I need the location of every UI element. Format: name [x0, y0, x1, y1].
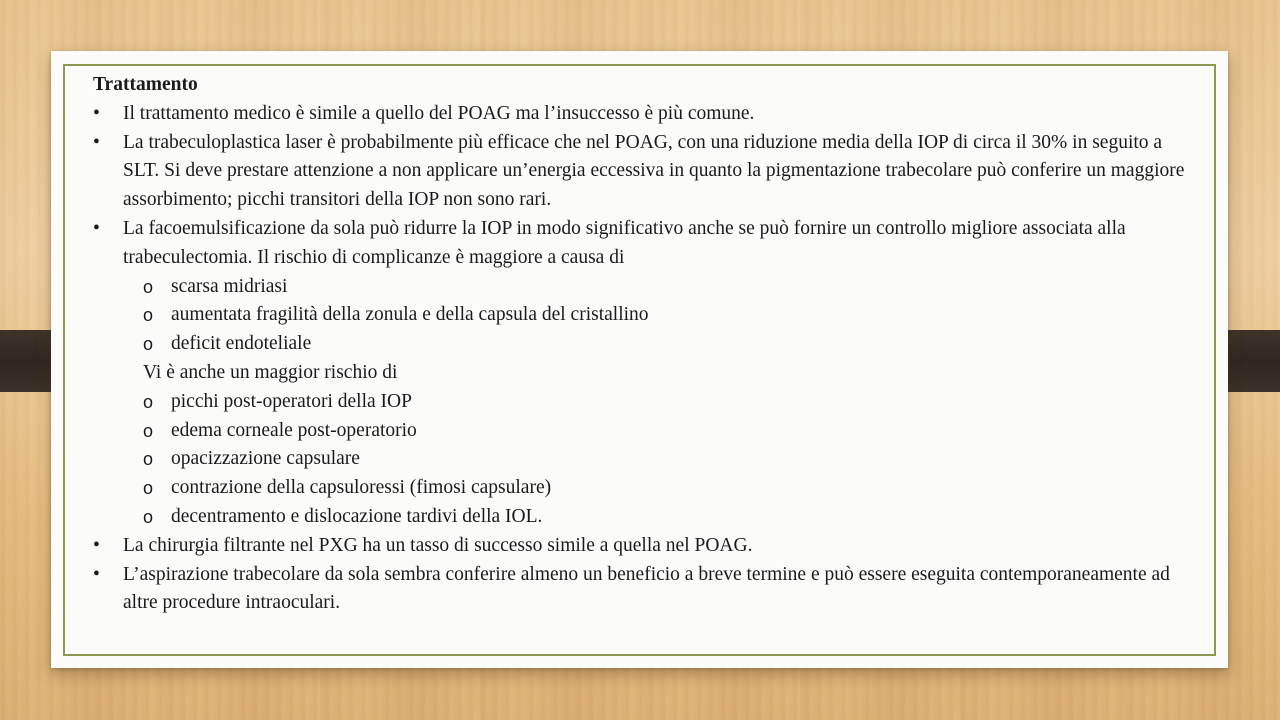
bullet-text: Il trattamento medico è simile a quello del POAG ma l’insuccesso è più comune. [123, 102, 755, 124]
bullet-marker: • [93, 102, 100, 124]
sub-bullet-item [93, 445, 1193, 474]
sub-bullet-text: scarsa midriasi [171, 275, 288, 297]
bullet-text: L’aspirazione trabecolare da sola sembra conferire almeno un beneficio a breve termine e può essere eseguita contemporaneamente ad altre procedure intraoculari. [123, 563, 1170, 614]
bullet-marker: • [93, 131, 100, 153]
sub-bullet-item [93, 273, 1193, 302]
sub-bullet-marker: o [143, 276, 154, 297]
sub-bullet-text: contrazione della capsuloressi (fimosi capsulare) [171, 477, 552, 499]
sub-bullet-item [93, 330, 1193, 359]
bullet-text: La chirurgia filtrante nel PXG ha un tasso di successo simile a quella nel POAG. [123, 534, 753, 556]
slide-heading: Trattamento [93, 74, 198, 95]
sub-bullet-marker: o [143, 478, 154, 499]
sub-bullet-item [93, 301, 1193, 330]
slide-content [93, 71, 1193, 618]
sub-bullet-marker: o [143, 334, 154, 355]
bullet-marker: • [93, 563, 100, 585]
sub-bullet-marker: o [143, 506, 154, 527]
sub-bullet-marker: o [143, 391, 154, 412]
sub-bullet-text: aumentata fragilità della zonula e della capsula del cristallino [171, 304, 649, 326]
sub-bullet-text: opacizzazione capsulare [171, 448, 360, 470]
bullet-item [93, 532, 1193, 561]
sub-bullet-text: decentramento e dislocazione tardivi della IOL. [171, 505, 543, 527]
bullet-marker: • [93, 534, 100, 556]
bullet-item [93, 129, 1193, 215]
sub-bullet-text: deficit endoteliale [171, 333, 312, 355]
bullet-marker: • [93, 217, 100, 239]
sub-bullet-text: picchi post-operatori della IOP [171, 390, 412, 412]
sub-bullet-text: edema corneale post-operatorio [171, 419, 417, 441]
bullet-text: La trabeculoplastica laser è probabilmente più efficace che nel POAG, con una riduzione media della IOP di circa il 30% in seguito a SLT. Si deve prestare attenzione a non applicare un’energia eccessiva in quanto la pigmentazione trabecolare può conferire un maggiore assorbimento; picchi transitori della IOP non sono rari. [123, 131, 1185, 211]
bullet-item [93, 100, 1193, 129]
sub-bullet-item [93, 503, 1193, 532]
bullet-text: La facoemulsificazione da sola può ridurre la IOP in modo significativo anche se può fornire un controllo migliore associata alla trabeculectomia. Il rischio di complicanze è maggiore a causa di [123, 217, 1126, 268]
slide-card [51, 51, 1228, 668]
sub-bullet-item [93, 417, 1193, 446]
bullet-item [93, 215, 1193, 273]
sub-bullet-item [93, 388, 1193, 417]
sub-bullet-marker: o [143, 420, 154, 441]
sub-bullet-marker: o [143, 449, 154, 470]
sub-bullet-item [93, 474, 1193, 503]
sub-bullet-marker: o [143, 305, 154, 326]
additional-risk-intro: Vi è anche un maggior rischio di [143, 361, 398, 383]
bullet-item [93, 561, 1193, 619]
